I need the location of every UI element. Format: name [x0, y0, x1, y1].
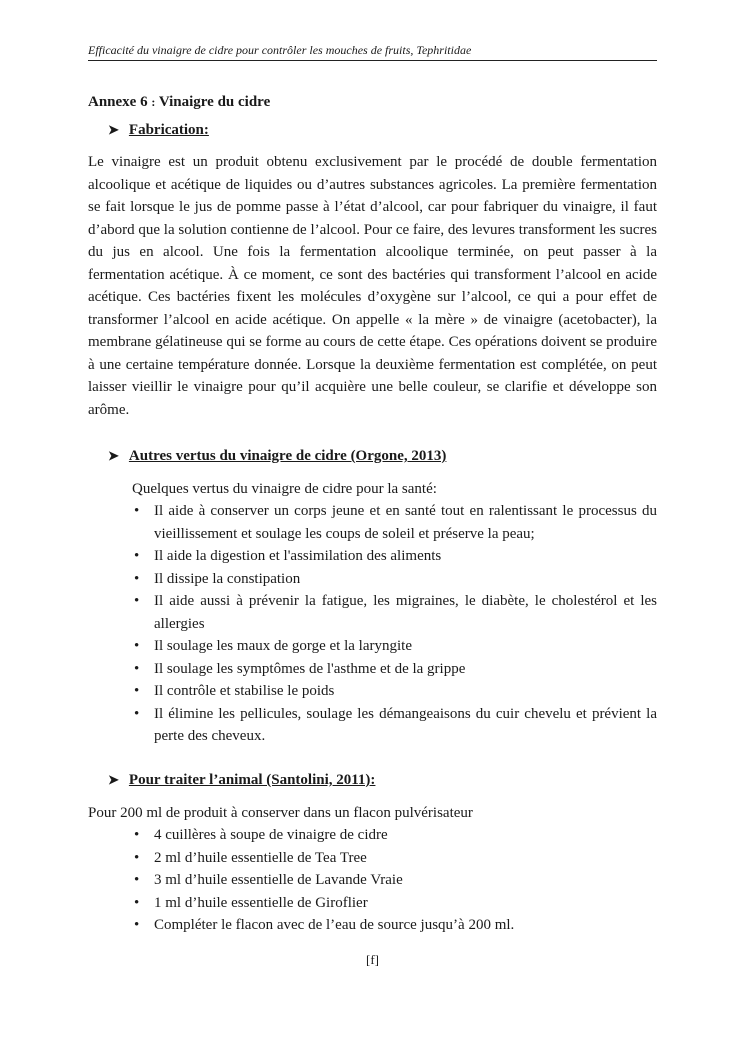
- list-item: • Il élimine les pellicules, soulage les démangeaisons du cuir chevelu et prévient la perte des cheveux.: [132, 703, 657, 748]
- annex-colon: :: [151, 95, 156, 109]
- running-header: Efficacité du vinaigre de cidre pour contrôler les mouches de fruits, Tephritidae: [88, 43, 472, 57]
- list-item: • 3 ml d’huile essentielle de Lavande Vraie: [132, 869, 657, 892]
- annex-label: Annexe 6: [88, 94, 148, 110]
- list-item: • 1 ml d’huile essentielle de Giroflier: [132, 892, 657, 915]
- section-heading-fabrication: [108, 120, 209, 140]
- list-item: • Il aide aussi à prévenir la fatigue, les migraines, le diabète, le cholestérol et les allergies: [132, 590, 657, 635]
- section-heading-animal: [108, 770, 375, 790]
- list-item: • Il aide à conserver un corps jeune et en santé tout en ralentissant le processus du vieillissement et soulage les coups de soleil et préserve la peau;: [132, 500, 657, 545]
- annex-title: [88, 92, 270, 112]
- arrowhead-bullet-icon: ➤: [108, 772, 119, 787]
- vertus-list: [132, 500, 657, 748]
- section-heading-label: Pour traiter l’animal (Santolini, 2011):: [128, 772, 376, 788]
- section-heading-label: Fabrication:: [128, 122, 209, 138]
- list-item: • Il aide la digestion et l'assimilation des aliments: [132, 545, 657, 568]
- page-number: [f]: [366, 952, 379, 967]
- annex-name: Vinaigre du cidre: [158, 94, 271, 110]
- list-item: • Il contrôle et stabilise le poids: [132, 680, 657, 703]
- header-rule: [88, 60, 657, 61]
- section-heading-label: Autres vertus du vinaigre de cidre (Orgone, 2013): [128, 448, 447, 464]
- animal-intro: Pour 200 ml de produit à conserver dans un flacon pulvérisateur: [88, 805, 473, 821]
- arrowhead-bullet-icon: ➤: [108, 122, 119, 137]
- arrowhead-bullet-icon: ➤: [108, 448, 119, 463]
- vertus-intro: Quelques vertus du vinaigre de cidre pour la santé:: [132, 481, 437, 497]
- section-heading-vertus: [108, 446, 446, 466]
- list-item: • 2 ml d’huile essentielle de Tea Tree: [132, 847, 657, 870]
- list-item: • Il soulage les symptômes de l'asthme et de la grippe: [132, 658, 657, 681]
- animal-list: [132, 824, 657, 937]
- list-item: • 4 cuillères à soupe de vinaigre de cidre: [132, 824, 657, 847]
- list-item: • Il dissipe la constipation: [132, 568, 657, 591]
- list-item: • Il soulage les maux de gorge et la laryngite: [132, 635, 657, 658]
- list-item: • Compléter le flacon avec de l’eau de source jusqu’à 200 ml.: [132, 914, 657, 937]
- fabrication-paragraph: Le vinaigre est un produit obtenu exclusivement par le procédé de double fermentation alcoolique et acétique de liquides ou d’autres substances agricoles. La première fermentation se fait lorsque le jus de pomme passe à l’état d’alcool, car pour fabriquer du vinaigre, il faut d’abord que la solution contienne de l’alcool. Pour ce faire, des levures transforment les sucres du jus en alcool. Une fois la fermentation alcoolique terminée, on peut passer à la fermentation acétique. À ce moment, ce sont des bactéries qui transforment l’alcool en acide acétique. Ces bactéries fixent les molécules d’oxygène sur l’alcool, ce qui a pour effet de transformer l’alcool en acide acétique. On appelle « la mère » de vinaigre (acetobacter), la membrane gélatineuse qui se forme au cours de cette étape. Ces opérations doivent se produire à une certaine température donnée. Lorsque la deuxième fermentation est complétée, on peut laisser vieillir le vinaigre pour qu’il acquière une belle couleur, se clarifie et développe son arôme.: [88, 154, 657, 418]
